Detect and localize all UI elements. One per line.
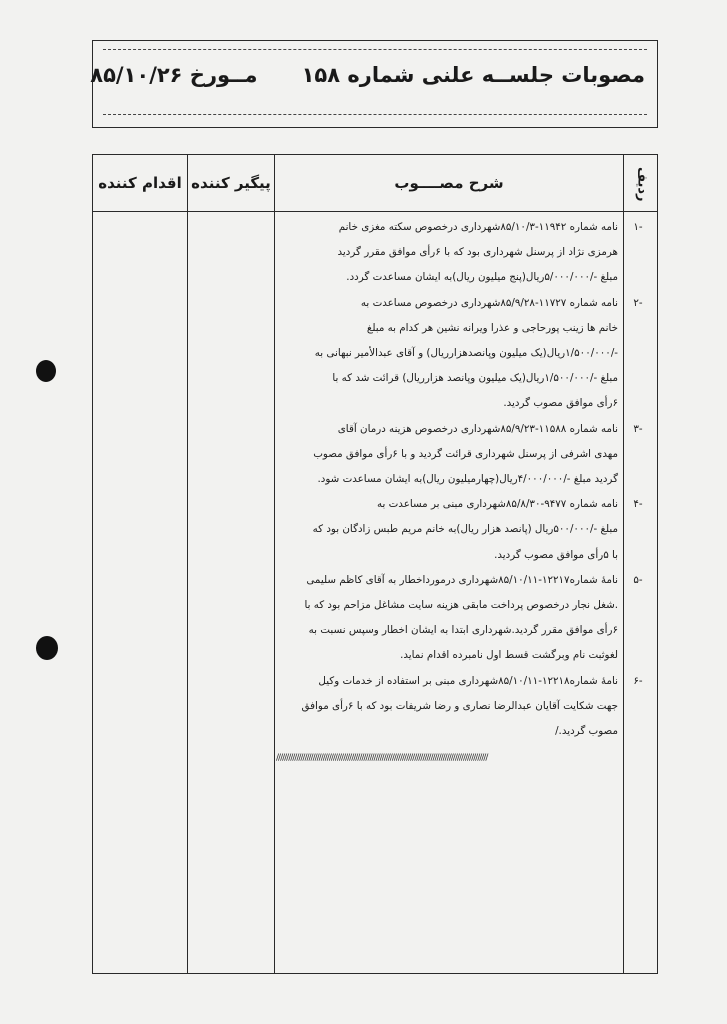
column-divider (274, 155, 275, 973)
header-box (92, 40, 658, 128)
resolution-text-column (276, 215, 618, 771)
row-number: -۳ (633, 422, 643, 435)
resolution-line: نامه شماره ۱۱۹۴۲-۸۵/۱۰/۳شهرداری درخصوص سکته مغزی خانم (338, 221, 618, 233)
row-number-column (619, 215, 657, 744)
resolution-line: نامه شماره ۱۱۷۲۷-۸۵/۹/۲۸شهرداری درخصوص مساعدت به (360, 296, 618, 309)
end-of-text-marker: //////////////////////////////////////////////////////////////////////////////////////////////////////// (276, 753, 488, 764)
resolution-line: مهدی اشرفی از پرسنل شهرداری قرائت گردید و با ۶رأی موافق مصوب (313, 447, 618, 460)
column-header-peygir: پیگیر کننده (191, 174, 271, 192)
resolution-line: ۶رأی موافق مقرر گردید.شهرداری ابتدا به ایشان اخطار وسپس نسبت به (308, 624, 618, 637)
resolution-line: لغوثبت نام وبرگشت قسط اول نامبرده اقدام نماید. (400, 649, 618, 662)
row-number: -۶ (633, 674, 643, 687)
resolution-line: ۶رأی موافق مصوب گردید. (503, 397, 618, 410)
column-header-radif: ردیف (634, 166, 650, 202)
resolution-line: مصوب گردید./ (555, 725, 618, 738)
resolution-line: نامه شماره ۹۴۷۷-۸۵/۸/۳۰شهرداری مبنی بر مساعدت به (376, 498, 618, 511)
resolutions-table (92, 154, 658, 974)
resolution-item (276, 291, 618, 417)
dashed-divider-bottom (103, 114, 647, 115)
resolution-line: نامهٔ شماره۱۲۲۱۸-۸۵/۱۰/۱۱شهرداری مبنی بر استفاده از خدمات وکیل (318, 674, 618, 687)
column-header-eghdam: اقدام کننده (98, 174, 182, 192)
row-number: -۵ (633, 573, 643, 586)
punch-hole (36, 360, 56, 382)
resolution-line: .شغل نجار درخصوص پرداخت مابقی هزینه سایت مشاغل مزاحم بود که با (304, 599, 618, 612)
resolution-item (276, 669, 618, 745)
row-number: -۲ (633, 296, 643, 309)
resolution-line: گردید مبلغ -/۴/۰۰۰/۰۰۰ریال(چهارمیلیون ریال)به ایشان مساعدت شود. (317, 473, 618, 486)
resolution-line: -/۱/۵۰۰/۰۰۰ریال(یک میلیون وپانصدهزارریال) و آقای عبدالأمیر نبهانی به (314, 347, 618, 360)
session-date: مــورخ ۸۵/۱۰/۲۶ (90, 63, 258, 87)
resolution-line: با ۵رأی موافق مصوب گردید. (494, 548, 618, 561)
resolution-line: خانم ها زینب پورحاجی و عذرا ویرانه نشین هر کدام به مبلغ (366, 321, 618, 334)
resolution-line: مبلغ -/۱/۵۰۰/۰۰۰ریال(یک میلیون وپانصد هزارریال) قرائت شد که با (332, 372, 618, 385)
session-title: مصوبات جلســه علنی شماره ۱۵۸ (301, 63, 645, 87)
resolution-item (276, 492, 618, 568)
resolution-item (276, 568, 618, 669)
resolution-line: جهت شکایت آقایان عبدالرضا نصاری و رضا شریفات بود که با ۶رأی موافق (301, 699, 618, 712)
punch-hole (36, 636, 58, 660)
resolution-line: مبلغ -/۵/۰۰۰/۰۰۰ریال(پنج میلیون ریال)به ایشان مساعدت گردد. (346, 271, 618, 284)
row-number: -۴ (633, 498, 643, 511)
resolution-line: نامه شماره ۱۱۵۸۸-۸۵/۹/۲۳شهرداری درخصوص هزینه درمان آقای (337, 422, 618, 435)
resolution-item (276, 215, 618, 291)
resolution-line: نامهٔ شماره۱۲۲۱۷-۸۵/۱۰/۱۱شهرداری درمورداخطار به آقای کاظم سلیمی (306, 573, 618, 586)
resolution-item (276, 417, 618, 493)
column-divider (187, 155, 188, 973)
resolution-line: هرمزی نژاد از پرسنل شهرداری بود که با ۶رأی موافق مقرر گردید (337, 246, 618, 259)
row-number: -۱ (633, 221, 643, 233)
header-row-divider (93, 211, 657, 212)
dashed-divider-top (103, 49, 647, 50)
column-header-sharh: شرح مصــــوب (394, 174, 504, 192)
document-title (90, 63, 645, 87)
resolution-line: مبلغ -/۵۰۰/۰۰۰ریال (پانصد هزار ریال)به خانم مریم طبس زادگان بود که (312, 523, 618, 536)
